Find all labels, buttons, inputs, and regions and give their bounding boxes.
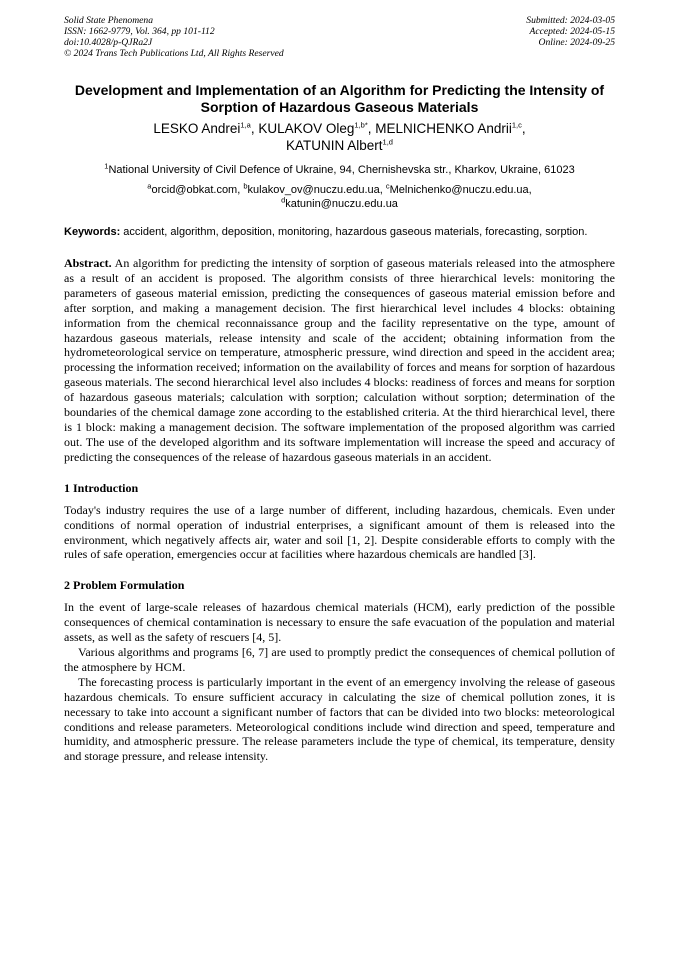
date-submitted: Submitted: 2024-03-05 [526,15,615,26]
abstract-label: Abstract. [64,256,112,270]
date-online: Online: 2024-09-25 [538,37,615,48]
paragraph: Today's industry requires the use of a large number of different, including hazardous, chemicals. Even under conditions of normal operation of industrial enterprises, a significant amount of them is released into the environment, which negatively affects air, water and soil [1, 2]. Despite considerable efforts to comply with the rules of safe operation, emergencies occur at facilities where hazardous chemicals are handled [3]. [64,502,615,562]
author-list [64,121,615,154]
abstract-text: An algorithm for predicting the intensity of sorption of gaseous materials released into the atmosphere as a result of an accident is proposed. The algorithm consists of three hierarchical levels: monitoring the parameters of gaseous material emission, predicting the consequences of gaseous material emission before and after sorption, and making a management decision. The first hierarchical level includes 4 blocks: obtaining information from the chemical reconnaissance group and the facility representative on the type, amount of hazardous gaseous materials, release intensity and scale of the accident; obtaining information from the hydrometeorological service on temperature, atmospheric pressure, wind direction and speed in the accident area; processing the information received; information on the availability of forces and means for sorption of hazardous gaseous materials. The second hierarchical level also includes 4 blocks: readiness of forces and means for sorption of hazardous gaseous materials; calculation with sorption; calculation without sorption; determination of the boundaries of the chemical damage zone according to the established criteria. At the third hierarchical level, there is 1 block: making a management decision. The software implementation of the proposed algorithm was carried out. The use of the developed algorithm and its software implementation will increase the speed and accuracy of predicting the consequences of the release of hazardous gaseous materials in an accident. [64,256,615,464]
email-superscript: c [385,181,390,191]
publication-dates [526,15,615,48]
email-link[interactable]: kulakov_ov@nuczu.edu.ua, [247,184,386,196]
email-superscript: d [281,194,286,204]
keywords-label: Keywords: [64,226,121,238]
article-body [64,82,615,764]
abstract [64,256,615,465]
date-accepted: Accepted: 2024-05-15 [529,26,615,37]
paragraph: Various algorithms and programs [6, 7] are used to promptly predict the consequences of chemical pollution of the atmosphere by HCM. [64,645,615,674]
email-link[interactable]: katunin@nuczu.edu.ua [285,197,398,210]
author-name: KULAKOV Oleg [258,121,355,136]
affiliation-text: National University of Civil Defence of Ukraine, 94, Chernishevska str., Kharkov, Ukraine, 61023 [108,164,575,176]
section-heading: 1 Introduction [64,480,139,495]
journal-info [64,15,284,59]
author-superscript: 1,c [511,120,522,130]
author-emails [64,181,615,211]
journal-name: Solid State Phenomena [64,15,153,26]
journal-doi[interactable]: doi:10.4028/p-QJRa2J [64,37,153,48]
email-link[interactable]: Melnichenko@nuczu.edu.ua, [389,184,532,196]
author-name: LESKO Andrei [153,121,241,136]
journal-issn: ISSN: 1662-9779, Vol. 364, pp 101-112 [64,26,215,37]
email-link[interactable]: orcid@obkat.com, [151,184,244,196]
author-separator: , [521,121,526,136]
keywords-text: accident, algorithm, deposition, monitoring, hazardous gaseous materials, forecasting, sorption. [120,226,588,238]
affiliation-superscript: 1 [104,161,109,171]
affiliation [64,163,615,177]
author-separator: , [367,121,376,136]
author-superscript: 1,a [240,120,251,130]
author-separator: , [250,121,259,136]
journal-copyright: © 2024 Trans Tech Publications Ltd, All Rights Reserved [64,48,284,59]
email-superscript: a [147,181,152,191]
author-superscript: 1,b* [354,120,368,130]
author-name: MELNICHENKO Andrii [375,121,512,136]
paragraph: The forecasting process is particularly important in the event of an emergency involving the release of gaseous hazardous chemicals. To ensure sufficient accuracy in calculating the size of chemical pollution zones, it is necessary to take into account a significant number of factors that can be divided into two blocks: meteorological conditions and release parameters. Meteorological conditions include wind direction and speed, temperature and humidity, and atmospheric pressure. The release parameters include the type of chemical, its temperature, density and storage pressure, and release intensity. [64,674,615,764]
section-heading: 2 Problem Formulation [64,578,185,593]
paragraph: In the event of large-scale releases of hazardous chemical materials (HCM), early prediction of the possible consequences of chemical contamination is necessary to ensure the safe evacuation of the population and material assets, as well as the safety of rescuers [4, 5]. [64,600,615,645]
paper-title: Development and Implementation of an Algorithm for Predicting the Intensity of Sorption of Hazardous Gaseous Materials [74,82,605,115]
email-superscript: b [243,181,248,191]
author-name: KATUNIN Albert [286,137,383,153]
author-superscript: 1,d [382,137,393,146]
keywords [64,225,615,239]
